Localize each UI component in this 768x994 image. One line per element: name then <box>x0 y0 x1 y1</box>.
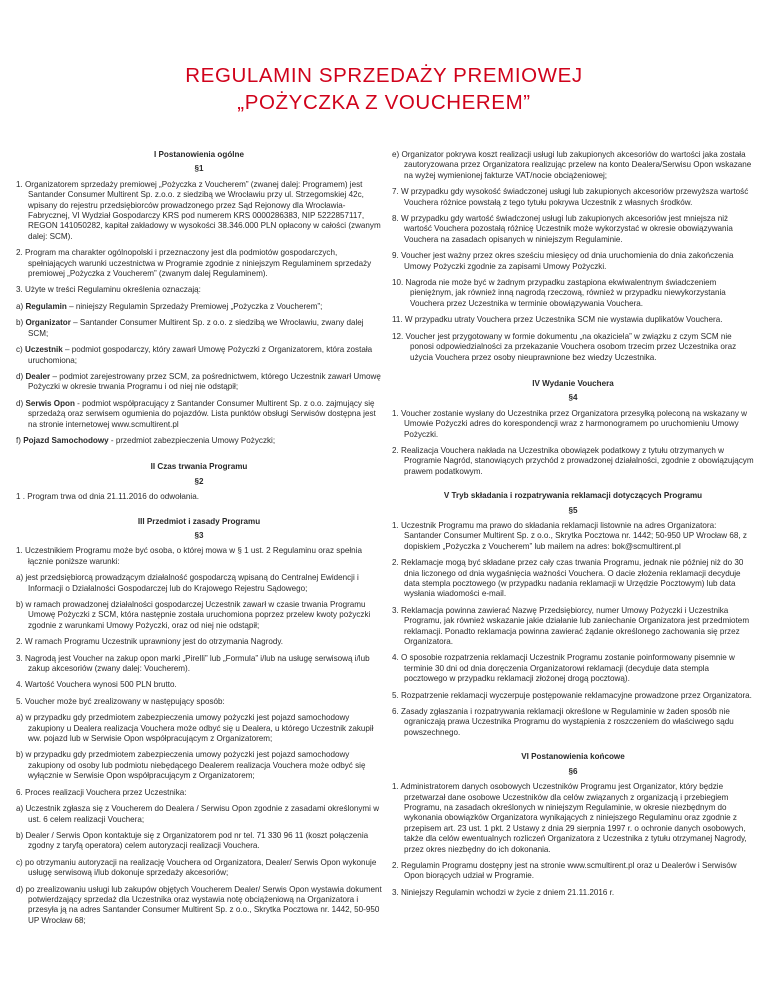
s3-clause-4: 4. Wartość Vouchera wynosi 500 PLN brutto. <box>16 680 177 690</box>
definition-text: - podmiot współpracujący z Santander Consumer Multirent Sp. z o.o. zajmujący się sprzedażą oraz serwisem ogumienia do pojazdów. Lista punktów obsługi Serwisów dostępna jest na stronie internetowej www.scmultirent.pl <box>28 398 376 429</box>
definition-term: Dealer <box>25 371 51 381</box>
definition-text: - przedmiot zabezpieczenia Umowy Pożyczki; <box>108 435 276 445</box>
definition-organizator: b) Organizator – Santander Consumer Multirent Sp. z o.o. z siedzibą we Wrocławiu, zwany dalej SCM; <box>16 318 364 338</box>
s3-clause-7: 7. W przypadku gdy wysokość świadczonej usługi lub zakupionych akcesoriów przewyższa wartość Vouchera różnice powstałą z tego tytułu pokrywa Uczestnik z własnych środków. <box>392 187 749 207</box>
section-5-title: V Tryb składania i rozpatrywania reklamacji dotyczących Programu <box>443 491 703 501</box>
s3-clause-10: 10. Nagroda nie może być w żadnym przypadku zastąpiona ekwiwalentnym świadczeniem pieniężnym, jak również inną nagrodą rzeczową, również w przypadku niewykorzystania Vouchera przez Uczestnika w terminie obowiązywania Vouchera. <box>392 278 726 308</box>
s3-clause-6c: c) po otrzymaniu autoryzacji na realizację Vouchera od Organizatora, Dealer/ Serwis Opon wykonuje usługę serwisową i/lub dokonuje sprzedaży akcesoriów; <box>16 857 377 878</box>
s4-clause-1: 1. Voucher zostanie wysłany do Uczestnika przez Organizatora przesyłką poleconą na wskazany w Umowie Pożyczki adres do korespondencji wraz z harmonogramem po uruchomieniu Umowy Pożyczki. <box>392 408 747 439</box>
s5-clause-6: 6. Zasady zgłaszania i rozpatrywania reklamacji określone w Regulaminie w żaden sposób nie ograniczają prawa Uczestnika Programu do wystąpienia z roszczeniem do właściwego sądu powszechnego. <box>392 707 734 737</box>
s3-clause-2: 2. W ramach Programu Uczestnik uprawniony jest do otrzymania Nagrody. <box>16 637 284 647</box>
section-1-title: I Postanowienia ogólne <box>154 150 244 159</box>
s2-clause-1: 1 . Program trwa od dnia 21.11.2016 do odwołania. <box>16 492 199 502</box>
definition-term: Regulamin <box>25 301 67 311</box>
s3-clause-6b: b) Dealer / Serwis Opon kontaktuje się z Organizatorem pod nr tel. 71 330 96 11 (koszt połączenia zgodny z taryfą operatora) celem autoryzacji realizacji Vouchera. <box>16 830 369 851</box>
section-6-paragraph-mark: §6 <box>568 766 578 776</box>
definition-term: Uczestnik <box>25 345 63 355</box>
s5-clause-2: 2. Reklamacje mogą być składane przez cały czas trwania Programu, jednak nie później niż do 30 dnia liczonego od dnia wygaśnięcia ważności Vouchera. O dacie złożenia reklamacji decyduje data stempla pocztowego (w przypadku nadania reklamacji w Urzędzie Pocztowym) lub data wysłania wiadomości e-mail. <box>392 558 744 599</box>
s3-clause-5: 5. Voucher może być zrealizowany w następujący sposób: <box>16 696 225 706</box>
section-6-title: VI Postanowienia końcowe <box>521 752 625 762</box>
definition-uczestnik: c) Uczestnik – podmiot gospodarczy, który zawarł Umowę Pożyczki z Organizatorem, która została uruchomiona; <box>16 345 373 365</box>
s5-clause-5: 5. Rozpatrzenie reklamacji wyczerpuje postępowanie reklamacyjne prowadzone przez Organizatora. <box>392 690 752 700</box>
s6-clause-3: 3. Niniejszy Regulamin wchodzi w życie z dniem 21.11.2016 r. <box>392 887 615 897</box>
s3-clause-11: 11. W przypadku utraty Vouchera przez Uczestnika SCM nie wystawia duplikatów Vouchera. <box>392 315 723 325</box>
s3-clause-9: 9. Voucher jest ważny przez okres sześciu miesięcy od dnia uruchomienia do dnia zakończenia Umowy Pożyczki zgodnie za zapisami Umowy Pożyczki. <box>392 251 734 271</box>
s3-clause-8: 8. W przypadku gdy wartość świadczonej usługi lub zakupionych akcesoriów jest mniejsza niż wartość Vouchera pozostałą różnicę Uczestnik może wykorzystać w okresie obowiązywania Vouchera na zasadach opisanych w niniejszym Regulaminie. <box>392 214 733 244</box>
document-title <box>0 62 768 116</box>
definition-regulamin: a) Regulamin – niniejszy Regulamin Sprzedaży Premiowej „Pożyczka z Voucherem”; <box>16 301 323 311</box>
definition-term: Serwis Opon <box>25 398 75 408</box>
s3-clause-12: 12. Voucher jest przygotowany w formie dokumentu „na okaziciela” w związku z czym SCM nie ponosi odpowiedzialności za przekazanie Vouchera osobom trzecim przez Uczestnika oraz użycia Vouchera przez osoby nieuprawnione bez wiedzy Uczestnika. <box>392 331 737 362</box>
section-5-paragraph-mark: §5 <box>568 505 578 515</box>
s3-clause-6d: d) po zrealizowaniu usługi lub zakupów objętych Voucherem Dealer/ Serwis Opon wystawia dokument potwierdzający sprzedaż dla Uczestnika oraz wystawia notę obciążeniową na Organizatora i przesyła ją na adres Santander Consumer Multirent Sp. z o.o., Skrytka Pocztowa nr. 1442, 50-950 UP Wrocław 68; <box>16 884 382 925</box>
definition-text: – niniejszy Regulamin Sprzedaży Premiowej „Pożyczka z Voucherem”; <box>66 301 323 311</box>
s5-clause-4: 4. O sposobie rozpatrzenia reklamacji Uczestnik Programu zostanie poinformowany pisemnie w terminie 30 dni od dnia doręczenia Organizatorowi reklamacji (decyduje data stempla pocztowego w przypadku reklamacji złożonej drogą pocztową). <box>392 653 735 684</box>
right-column <box>392 150 754 904</box>
definition-dealer: d) Dealer – podmiot zarejestrowany przez SCM, za pośrednictwem, którego Uczestnik zawarł Umowę Pożyczki w okresie trwania Programu i od niej nie odstąpił; <box>16 371 381 392</box>
section-3-paragraph-mark: §3 <box>194 530 204 540</box>
definition-text: – podmiot zarejestrowany przez SCM, za pośrednictwem, którego Uczestnik zawarł Umowę Pożyczki w okresie trwania Programu i od niej nie odstąpił; <box>28 371 381 392</box>
s5-clause-1: 1. Uczestnik Programu ma prawo do składania reklamacji listownie na adres Organizatora: Santander Consumer Multirent Sp. z o.o., Skrytka Pocztowa nr. 1442; 50-950 UP Wrocław 68, z dopiskiem „Pożyczka z Voucherem” lub mailem na adres: bok@scmultirent.pl <box>392 520 747 551</box>
section-3-title: III Przedmiot i zasady Programu <box>137 516 261 526</box>
title-line-2: „POŻYCZKA Z VOUCHEREM” <box>237 91 531 114</box>
s5-clause-3: 3. Reklamacja powinna zawierać Nazwę Przedsiębiorcy, numer Umowy Pożyczki i Uczestnika Programu, jak również wskazanie jakie działanie lub zaniechanie Organizatora jest przedmiotem reklamacji. Ponadto reklamacja powinna zawierać żądanie określonego zachowania się przez Organizatora. <box>392 605 750 647</box>
definition-pojazd: f) Pojazd Samochodowy - przedmiot zabezpieczenia Umowy Pożyczki; <box>16 435 276 445</box>
section-1-paragraph-mark: §1 <box>194 164 204 174</box>
s1-clause-1: 1. Organizatorem sprzedaży premiowej „Pożyczka z Voucherem” (zwanej dalej: Programem) jest Santander Consumer Multirent Sp. z.o.o. z siedzibą we Wrocławiu przy ul. Strzegomskiej 42c, wpisany do rejestru przedsiębiorców prowadzonego przez Sąd Rejonowy dla Wrocławia-Fabrycznej, VI Wydział Gospodarczy KRS pod numerem KRS 0000286383, NIP 5222857117, REGON 141050282, kapitał zakładowy w wysokości 38.346.000 PLN opłacony w całości (zwanym dalej: SCM). <box>16 179 381 241</box>
s3-clause-1: 1. Uczestnikiem Programu może być osoba, o której mowa w § 1 ust. 2 Regulaminu oraz spełnia łącznie poniższe warunki: <box>16 546 362 566</box>
section-4-title: IV Wydanie Vouchera <box>532 378 614 388</box>
s3-clause-6: 6. Proces realizacji Vouchera przez Uczestnika: <box>16 787 187 797</box>
definition-term: Pojazd Samochodowy <box>23 435 109 445</box>
s3-clause-1b: b) w ramach prowadzonej działalności gospodarczej Uczestnik zawarł w czasie trwania Programu Umowę Pożyczki z SCM, która następnie została uruchomiona poprzez przelew kwoty pożyczki zgodnie z warunkami Umowy Pożyczki, oraz od niej nie odstąpił; <box>16 600 371 630</box>
section-2-paragraph-mark: §2 <box>194 476 204 486</box>
s3-clause-6e: e) Organizator pokrywa koszt realizacji usługi lub zakupionych akcesoriów do wartości jaka została zautoryzowana przez Organizatora realizując przelew na konto Dealera/Serwisu Opon wskazane na wyżej wymienionej fakturze VAT/nocie obciążeniowej; <box>392 150 752 180</box>
definition-term: Organizator <box>25 318 71 328</box>
s3-clause-1a: a) jest przedsiębiorcą prowadzącym działalność gospodarczą wpisaną do Centralnej Ewidencji i Informacji o Działalności Gospodarczej lub do Krajowego Rejestru Sądowego; <box>16 573 359 593</box>
definition-text: – Santander Consumer Multirent Sp. z o.o. z siedzibą we Wrocławiu, zwany dalej SCM; <box>28 318 364 338</box>
section-4-paragraph-mark: §4 <box>568 393 578 403</box>
s6-clause-2: 2. Regulamin Programu dostępny jest na stronie www.scmultirent.pl oraz u Dealerów i Serwisów Opon biorących udział w Programie. <box>392 860 737 881</box>
s6-clause-1: 1. Administratorem danych osobowych Uczestników Programu jest Organizator, który będzie przetwarzał dane osobowe Uczestników dla celów związanych z organizacją i przebiegiem Programu, na zasadach określonych w niniejszym Regulaminie, w okresie niezbędnym do wykonania obowiązków Organizatora wynikających z niniejszego Regulaminu oraz zgodnie z przepisem art. 23 ust. 1 pkt. 2 Ustawy z dnia 29 sierpnia 1997 r. o ochronie danych osobowych, także dla celów ewentualnych rozliczeń Organizatora z Uczestnika z tytułu otrzymanej Nagrody, przez okres niezbędny do ich dokonania. <box>392 782 747 854</box>
s1-clause-2: 2. Program ma charakter ogólnopolski i przeznaczony jest dla podmiotów gospodarczych, spełniających warunki uczestnictwa w Programie zgodnie z niniejszym Regulaminem sprzedaży premiowej „Pożyczka z Voucherem” (zwanym dalej Regulaminem). <box>16 248 372 279</box>
definition-serwis-opon: d) Serwis Opon - podmiot współpracujący z Santander Consumer Multirent Sp. z o.o. zajmujący się sprzedażą oraz serwisem ogumienia do pojazdów. Lista punktów obsługi Serwisów dostępna jest na stronie internetowej www.scmultirent.pl <box>16 398 376 429</box>
s1-clause-3: 3. Użyte w treści Regulaminu określenia oznaczają: <box>16 285 201 295</box>
s3-clause-5b: b) w przypadku gdy przedmiotem zabezpieczenia umowy pożyczki jest pojazd samochodowy zakupiony od osoby lub podmiotu niebędącego Dealerem realizacja Vouchera może odbyć się wyłącznie w Serwisie Opon współpracującym z Organizatorem; <box>16 750 366 781</box>
s4-clause-2: 2. Realizacja Vouchera nakłada na Uczestnika obowiązek podatkowy z tytułu otrzymanych w Programie Nagród, stanowiących przychód z prowadzonej działalności, zgodnie z obowiązującym prawem podatkowym. <box>392 445 754 476</box>
s3-clause-3: 3. Nagrodą jest Voucher na zakup opon marki „Pirelli” lub „Formula” i/lub na usługę serwisową i/lub zakup akcesoriów (zwany dalej: Voucherem). <box>16 653 370 674</box>
s3-clause-6a: a) Uczestnik zgłasza się z Voucherem do Dealera / Serwisu Opon zgodnie z zasadami określonymi w ust. 6 celem realizacji Vouchera; <box>16 804 380 824</box>
section-2-title: II Czas trwania Programu <box>150 462 248 472</box>
title-line-1: REGULAMIN SPRZEDAŻY PREMIOWEJ <box>185 64 583 87</box>
left-column <box>16 150 382 932</box>
definition-text: – podmiot gospodarczy, który zawarł Umowę Pożyczki z Organizatorem, która została uruchomiona; <box>28 345 373 365</box>
s3-clause-5a: a) w przypadku gdy przedmiotem zabezpieczenia umowy pożyczki jest pojazd samochodowy zakupiony u Dealera realizacja Vouchera może odbyć się u Dealera, u którego Uczestnik zakupił ww. pojazd lub w Serwisie Opon współpracującym z Organizatorem; <box>16 713 374 744</box>
